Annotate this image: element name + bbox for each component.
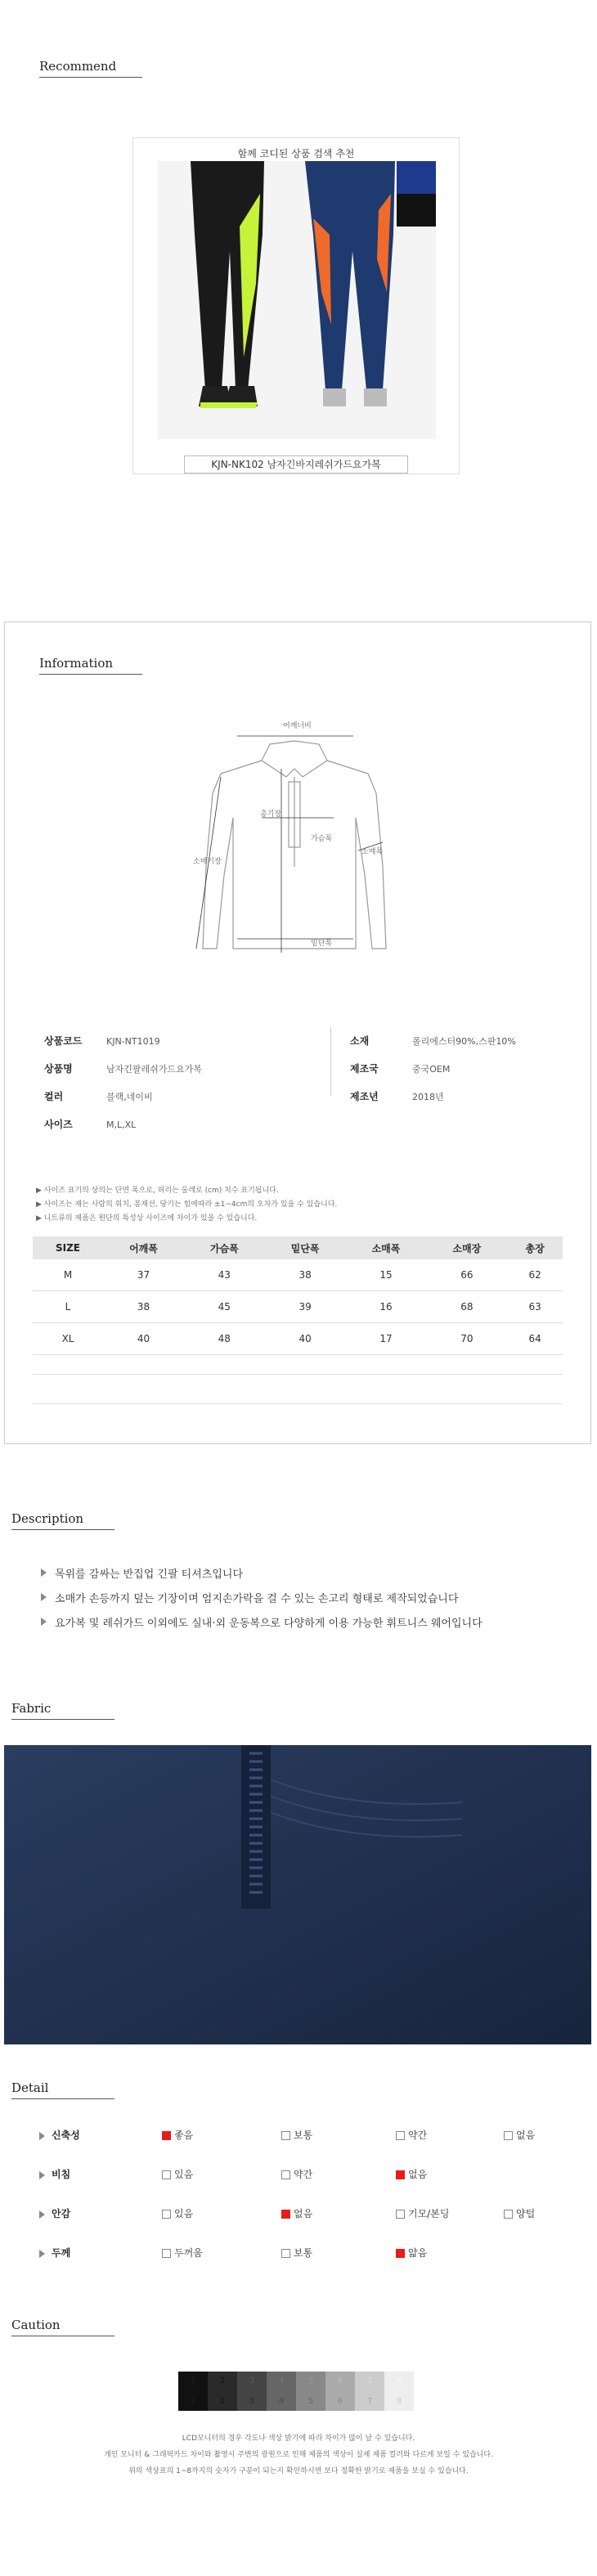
bullet-icon	[39, 2250, 45, 2258]
caution-title: Caution	[11, 2318, 61, 2332]
col-header: 밑단폭	[265, 1236, 346, 1259]
diagram-label-sleeve-length: 소매기장	[193, 858, 222, 866]
spec-row-country: 제조국 중국OEM	[350, 1063, 451, 1075]
option-thick[interactable]: 두꺼움	[162, 2246, 203, 2260]
recommend-product-name[interactable]: KJN-NK102 남자긴바지레쉬가드요가복	[184, 456, 408, 473]
recommend-title: Recommend	[39, 59, 117, 74]
detail-underline	[11, 2098, 114, 2099]
table-cell: 48	[184, 1323, 265, 1355]
size-note: ▶ 사이즈는 재는 사람의 위치, 봉재선, 당기는 힘에따라 ±1~4cm의 오차가 있을 수 있습니다.	[36, 1200, 338, 1209]
table-cell: M	[33, 1259, 103, 1291]
scale-cell: 8 8	[384, 2372, 414, 2411]
detail-label: 안감	[52, 2208, 71, 2219]
list-item: 소매가 손등까지 덮는 기장이며 엄지손가락을 걸 수 있는 손고리 형태로 제작되었습니다	[41, 1585, 581, 1609]
scale-cell: 4 4	[267, 2372, 296, 2411]
option-none[interactable]: 없음	[281, 2206, 312, 2220]
table-cell: 37	[103, 1259, 184, 1291]
col-header: 소매장	[426, 1236, 507, 1259]
fabric-texture	[4, 1745, 591, 2044]
option-slight[interactable]: 약간	[396, 2128, 427, 2142]
information-underline	[39, 674, 142, 675]
diagram-label-sleeve-width: 소매폭	[361, 848, 384, 856]
table-extra-line	[33, 1374, 563, 1375]
table-cell: 64	[507, 1323, 563, 1355]
option-good[interactable]: 좋음	[162, 2128, 193, 2142]
recommend-subtitle: 함께 코디된 상품 검색 추천	[237, 148, 355, 159]
scale-cell: 6 6	[325, 2372, 355, 2411]
checkbox-checked[interactable]	[162, 2131, 171, 2140]
checkbox[interactable]	[396, 2210, 405, 2219]
table-row	[33, 1323, 563, 1355]
table-cell: 43	[184, 1259, 265, 1291]
scale-cell: 1 1	[178, 2372, 208, 2411]
option-normal[interactable]: 보통	[281, 2246, 312, 2260]
list-item: 목위를 감싸는 반집업 긴팔 티셔츠입니다	[41, 1560, 581, 1585]
bullet-icon	[41, 1593, 47, 1601]
detail-row-lining	[39, 2205, 595, 2221]
col-header: 가슴폭	[184, 1236, 265, 1259]
table-cell: 16	[346, 1291, 427, 1323]
spec-row-color: 컬러 블랙,네이비	[44, 1091, 153, 1102]
spec-list-right	[350, 1032, 579, 1115]
bullet-icon	[41, 1568, 47, 1577]
table-cell: 17	[346, 1323, 427, 1355]
option-yes[interactable]: 있음	[162, 2167, 193, 2181]
detail-label: 비침	[52, 2169, 71, 2180]
spec-list-left	[44, 1032, 306, 1143]
description-underline	[11, 1529, 114, 1530]
scale-cell: 3 3	[237, 2372, 267, 2411]
diagram-label-shoulder: 어깨너비	[283, 722, 312, 730]
diagram-label-chest: 가슴폭	[311, 835, 333, 843]
table-cell: XL	[33, 1323, 103, 1355]
spec-row-year: 제조년 2018년	[350, 1091, 444, 1102]
checkbox[interactable]	[281, 2249, 290, 2258]
information-title: Information	[39, 656, 114, 671]
col-header: SIZE	[33, 1236, 103, 1259]
spec-divider	[330, 1027, 331, 1096]
spec-row-name: 상품명 남자긴팔레쉬가드요가복	[44, 1063, 202, 1075]
checkbox[interactable]	[396, 2131, 405, 2140]
checkbox[interactable]	[281, 2131, 290, 2140]
checkbox-checked[interactable]	[281, 2210, 290, 2219]
table-cell: L	[33, 1291, 103, 1323]
size-diagram	[172, 703, 417, 981]
scale-cell: 5 5	[296, 2372, 325, 2411]
caution-line: LCD모니터의 경우 각도나 색상 밝기에 따라 차이가 많이 날 수 있습니다.	[182, 2435, 415, 2443]
detail-label: 두께	[52, 2247, 71, 2259]
checkbox[interactable]	[504, 2210, 513, 2219]
table-row	[33, 1259, 563, 1291]
diagram-label-hem: 밑단폭	[311, 940, 333, 948]
size-table-header	[33, 1236, 563, 1259]
recommend-card[interactable]	[132, 137, 460, 474]
checkbox[interactable]	[162, 2170, 171, 2179]
bullet-icon	[39, 2171, 45, 2179]
size-table	[33, 1236, 563, 1355]
option-wool[interactable]: 양털	[504, 2206, 535, 2220]
size-note: ▶ 사이즈 표기의 상의는 단면 폭으로, 허리는 둘레로 (cm) 치수 표기됩니다.	[36, 1187, 279, 1195]
fabric-image[interactable]	[4, 1745, 591, 2044]
caution-line: 개인 모니터 & 그래픽카드 차이와 촬영시 주변의 광원으로 인해 제품의 색상이 실제 제품 컬러와 다르게 보일 수 있습니다.	[104, 2451, 493, 2459]
caution-text	[0, 2432, 597, 2481]
fabric-title: Fabric	[11, 1701, 52, 1716]
checkbox[interactable]	[504, 2131, 513, 2140]
detail-label: 신축성	[52, 2129, 80, 2141]
table-extra-line	[33, 1403, 563, 1404]
description-title: Description	[11, 1511, 84, 1526]
spec-row-code: 상품코드 KJN-NT1019	[44, 1035, 160, 1047]
detail-row-transparency	[39, 2165, 595, 2182]
bullet-icon	[41, 1618, 47, 1626]
table-cell: 40	[103, 1323, 184, 1355]
bullet-icon	[39, 2210, 45, 2219]
option-yes[interactable]: 있음	[162, 2206, 193, 2220]
spec-row-size: 사이즈 M,L,XL	[44, 1119, 137, 1130]
checkbox[interactable]	[281, 2170, 290, 2179]
checkbox[interactable]	[162, 2249, 171, 2258]
checkbox[interactable]	[162, 2210, 171, 2219]
pants-illustration	[158, 161, 436, 439]
scale-cell: 2 2	[208, 2372, 237, 2411]
table-row	[33, 1291, 563, 1323]
option-none[interactable]: 없음	[504, 2128, 535, 2142]
table-cell: 15	[346, 1259, 427, 1291]
option-none[interactable]: 없음	[396, 2167, 427, 2181]
bullet-icon	[39, 2132, 45, 2140]
table-cell: 66	[426, 1259, 507, 1291]
table-cell: 45	[184, 1291, 265, 1323]
option-fleece[interactable]: 기모/본딩	[396, 2206, 449, 2220]
scale-cell: 7 7	[355, 2372, 384, 2411]
recommend-underline	[39, 77, 142, 78]
diagram-label-total-length: 총기장	[260, 810, 282, 819]
option-thin[interactable]: 얇음	[396, 2246, 427, 2260]
fabric-underline	[11, 1719, 114, 1720]
table-cell: 38	[265, 1259, 346, 1291]
checkbox-checked[interactable]	[396, 2249, 405, 2258]
table-cell: 39	[265, 1291, 346, 1323]
description-list	[41, 1560, 581, 1634]
table-cell: 68	[426, 1291, 507, 1323]
col-header: 소매폭	[346, 1236, 427, 1259]
size-notes	[36, 1184, 559, 1226]
detail-row-elasticity	[39, 2126, 595, 2143]
product-image[interactable]	[158, 161, 436, 439]
option-normal[interactable]: 보통	[281, 2128, 312, 2142]
table-cell: 62	[507, 1259, 563, 1291]
table-cell: 40	[265, 1323, 346, 1355]
brightness-scale	[178, 2372, 414, 2411]
spec-row-material: 소재 폴리에스터90%,스판10%	[350, 1035, 516, 1047]
table-cell: 63	[507, 1291, 563, 1323]
caution-line: 위의 색상표의 1~8까지의 숫자가 구분이 되는지 확인하시면 보다 정확한 밝기로 제품을 보실 수 있습니다.	[128, 2467, 469, 2475]
col-header: 총장	[507, 1236, 563, 1259]
detail-title: Detail	[11, 2080, 49, 2095]
col-header: 어깨폭	[103, 1236, 184, 1259]
checkbox-checked[interactable]	[396, 2170, 405, 2179]
option-slight[interactable]: 약간	[281, 2167, 312, 2181]
table-cell: 38	[103, 1291, 184, 1323]
detail-row-thickness	[39, 2244, 595, 2260]
table-cell: 70	[426, 1323, 507, 1355]
size-note: ▶ 니트류의 제품은 원단의 특성상 사이즈에 차이가 있을 수 있습니다.	[36, 1214, 258, 1223]
list-item: 요가복 및 레쉬가드 이외에도 실내·외 운동복으로 다양하게 이용 가능한 휘트니스 웨어입니다	[41, 1609, 581, 1634]
